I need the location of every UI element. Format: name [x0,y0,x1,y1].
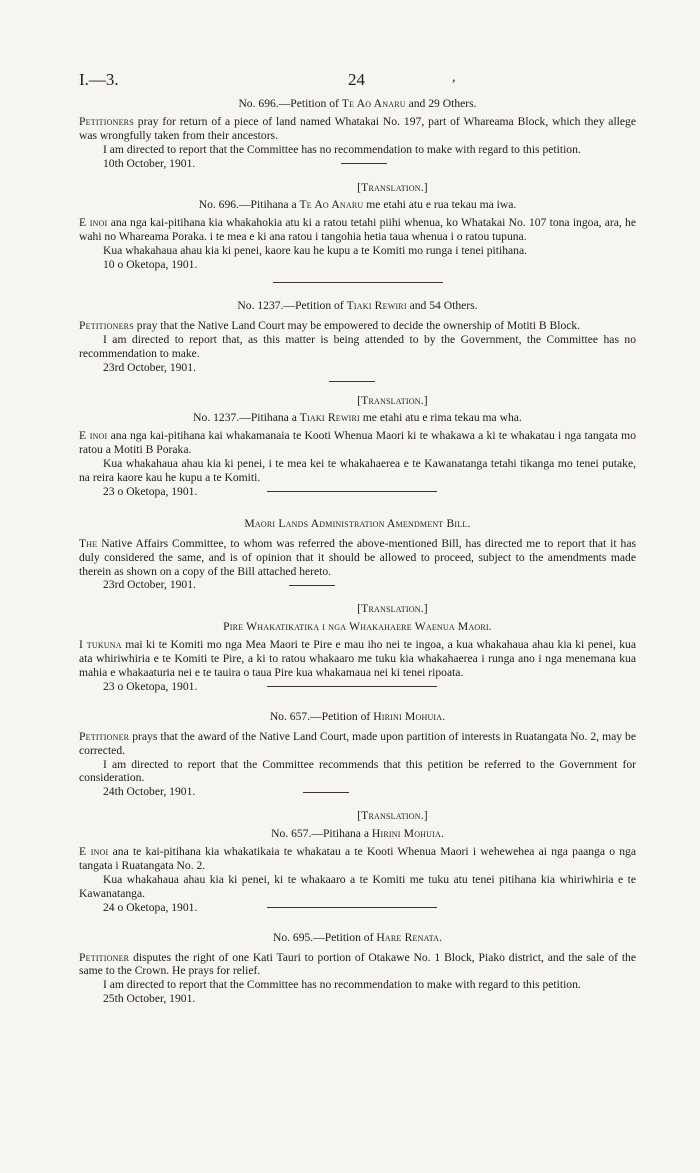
translation-label: [Translation.] [357,393,428,407]
pitihana-696-title: No. 696.—Pitihana a Te Ao Anaru me etahi atu e rua tekau ma iwa. [198,198,517,212]
petition-1237-title: No. 1237.—Petition of Tiaki Rewiri and 54 Others. [237,298,478,312]
pitihana-696-date: 10 o Oketopa, 1901. [103,258,198,272]
pire-body: I tukuna mai ki te Komiti mo nga Mea Maori te Pire e mau iho nei te ingoa, a kua whakahaua ahau kia ki penei, kua ata whiriwhiria e te Komiti te Pire, a ki to ratou whakaaro me tuku kia whakahaerea i runga ano i nga menemana kua mahia e whakaaturia nei e te tauira o taua Pire kua whakamaua nei ki tenei ripoata. [79,638,636,679]
bill-date: 23rd October, 1901. [103,578,196,592]
page-content [79,97,636,1006]
petition-695-report: I am directed to report that the Committee has no recommendation to make with regard to this petition. [103,978,581,992]
petition-1237-date: 23rd October, 1901. [103,360,196,374]
page-number: 24 [348,70,365,89]
petition-1237-report: I am directed to report that, as this matter is being attended to by the Government, the Committee has no recommendation to make. [79,332,636,360]
pitihana-657-report: Kua whakahaua ahau kia ki penei, ki te whakaaro a te Komiti me tuku atu tenei pitihana kia whiriwhiria e te Kawanatanga. [79,872,636,900]
petition-695-title: No. 695.—Petition of Hare Renata. [272,930,443,944]
separator-rule [341,163,387,164]
paper-reference: I.—3. [79,70,119,89]
pitihana-1237-report: Kua whakahaua ahau kia ki penei, i te mea kei te whakahaerea e te Kawanatanga tetahi tikanga mo tenei putake, na reira kaore kau he kupu a te Komiti. [79,457,636,485]
section-divider [267,491,437,492]
translation-label: [Translation.] [357,602,428,616]
petition-696-body: Petitioners pray for return of a piece of land named Whatakai No. 197, part of Whareama Block, which they allege was wrongfully taken from their ancestors. [79,114,636,142]
section-divider [267,686,437,687]
pire-title: Pire Whakatikatika i nga Whakahaere Waenua Maori. [223,620,492,634]
pitihana-657-body: E inoi ana te kai-pitihana kia whakatikaia te whakatau a te Kooti Whenua Maori i wehewehea ai nga paanga o nga tangata i Ruatangata No. 2. [79,845,636,872]
translation-label: [Translation.] [357,180,428,194]
petition-657-report: I am directed to report that the Committee recommends that this petition be referred to the Government for consideration. [79,757,636,785]
petition-695-body: Petitioner disputes the right of one Kati Tauri to portion of Otakawe No. 1 Block, Piako district, and the sale of the same to the Crown. He prays for relief. [79,950,636,978]
pitihana-696-body: E inoi ana nga kai-pitihana kia whakahokia atu ki a ratou tetahi piihi whenua, ko Whatakai No. 107 tona ingoa, ara, he wahi no Whareama Poraka. i te mea e ki ana ratou i tangohia hetia taua whenua i o ratou tupuna. [79,216,636,244]
bill-title: Maori Lands Administration Amendment Bill. [244,516,471,530]
petition-696-title: No. 696.—Petition of Te Ao Anaru and 29 Others. [238,97,477,110]
petition-696-report: I am directed to report that the Committee has no recommendation to make with regard to this petition. [103,142,581,156]
translation-label: [Translation.] [357,809,428,823]
separator-rule [303,792,349,793]
pitihana-1237-body: E inoi ana nga kai-pitihana kai whakamanaia te Kooti Whenua Maori ki te whakawa a ki te whakatau i nga tangata mo ratou a Motiti B Poraka. [79,429,636,457]
pitihana-696-report: Kua whakahaua ahau kia ki penei, kaore kau he kupu a te Komiti mo runga i tenei pitihana. [103,244,527,258]
bill-body: The Native Affairs Committee, to whom was referred the above-mentioned Bill, has directed me to report that it has duly considered the same, and is of opinion that it should be allowed to proceed, subject to the amendments made therein as shown on a copy of the Bill attached hereto. [79,536,636,578]
petition-657-body: Petitioner prays that the award of the Native Land Court, made upon partition of interests in Ruatangata No. 2, may be corrected. [79,729,636,757]
petition-1237-body: Petitioners pray that the Native Land Court may be empowered to decide the ownership of Motiti B Block. [79,318,581,332]
pitihana-657-title: No. 657.—Pitihana a Hirini Mohuia. [271,827,444,841]
section-divider [267,907,437,908]
petition-657-title: No. 657.—Petition of Hirini Mohuia. [269,709,446,723]
pitihana-1237-date: 23 o Oketopa, 1901. [103,484,198,498]
pire-date: 23 o Oketopa, 1901. [103,679,198,693]
petition-695-date: 25th October, 1901. [103,992,196,1006]
petition-696-date: 10th October, 1901. [103,156,196,170]
separator-rule [289,585,335,586]
pitihana-657-date: 24 o Oketopa, 1901. [103,900,198,914]
petition-657-date: 24th October, 1901. [103,785,196,799]
stray-mark: , [452,70,456,85]
pitihana-1237-title: No. 1237.—Pitihana a Tiaki Rewiri me etahi atu e rima tekau ma wha. [193,411,522,425]
